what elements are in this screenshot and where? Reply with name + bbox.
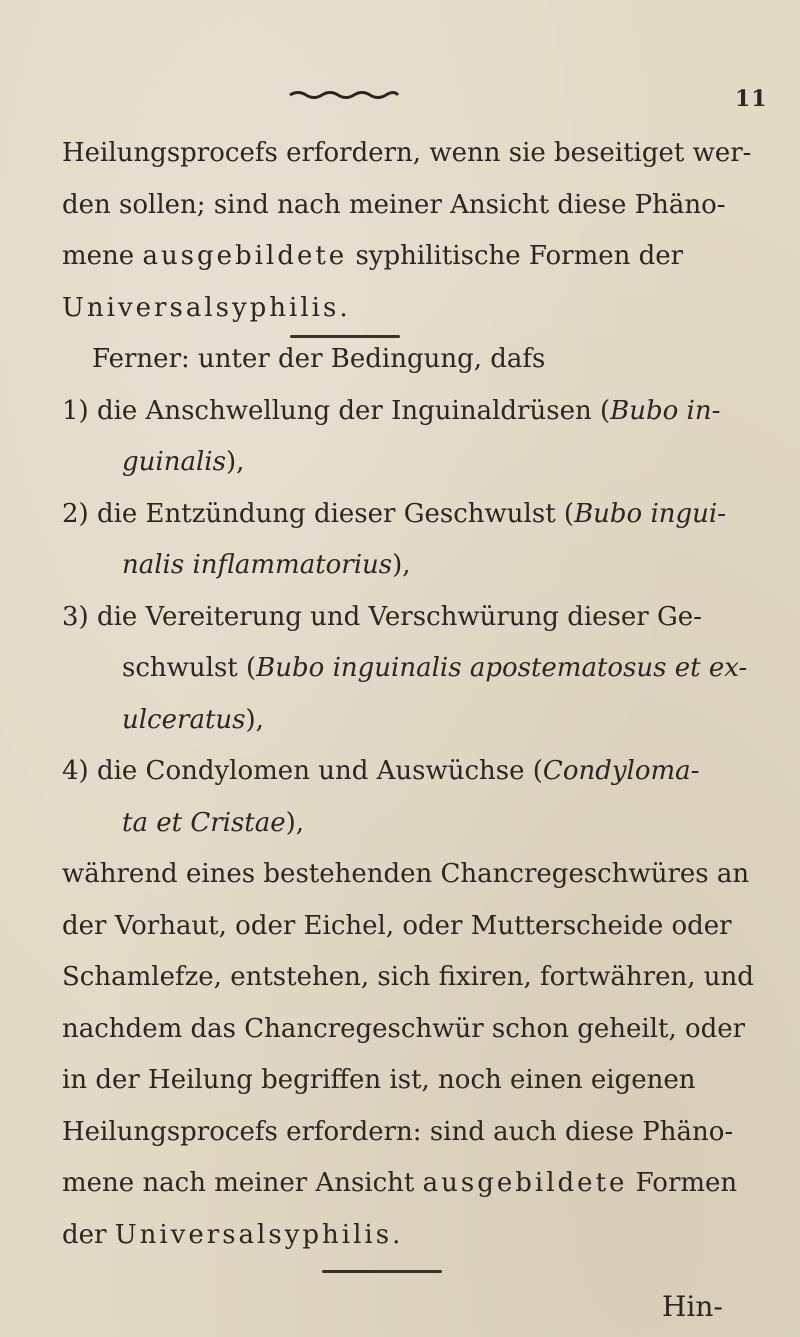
text-line: Schamlefze, entstehen, sich fixiren, fortwähren, und xyxy=(62,962,754,992)
text-line: den sollen; sind nach meiner Ansicht diese Phäno- xyxy=(62,190,726,220)
list-item-continuation xyxy=(122,655,747,681)
text-line: in der Heilung begriffen ist, noch einen eigenen xyxy=(62,1065,696,1095)
text-span: ), xyxy=(225,447,245,477)
emphasized-text: ausgebildete xyxy=(422,1168,628,1198)
text-span: mene xyxy=(62,241,143,271)
latin-term: ta et Cristae xyxy=(122,808,286,838)
list-item xyxy=(62,398,720,424)
text-span: ), xyxy=(392,550,411,580)
text-span: der xyxy=(62,1220,115,1250)
section-divider xyxy=(322,1270,442,1273)
text-span: . xyxy=(392,1220,401,1250)
list-item: 3) die Vereiterung und Verschwürung dieser Ge- xyxy=(62,602,702,632)
latin-term: ulceratus xyxy=(122,705,246,735)
text-line: der Vorhaut, oder Eichel, oder Mutterscheide oder xyxy=(62,911,732,941)
latin-term: Condyloma- xyxy=(542,756,700,786)
text-line: während eines bestehenden Chancregeschwüres an xyxy=(62,859,750,889)
text-line xyxy=(62,243,683,269)
list-item xyxy=(62,501,726,527)
emphasized-text: ausgebildete xyxy=(142,241,348,271)
page-number: 11 xyxy=(735,86,768,112)
header-ornament xyxy=(288,88,400,102)
latin-term: Bubo in- xyxy=(610,396,721,426)
latin-term: Bubo inguinalis apostematosus et ex- xyxy=(256,653,748,683)
text-span: Formen xyxy=(627,1168,738,1198)
latin-term: Bubo ingui- xyxy=(574,499,727,529)
text-span: syphilitische Formen der xyxy=(347,241,684,271)
text-line: Ferner: unter der Bedingung, dafs xyxy=(92,344,546,374)
list-item-continuation xyxy=(122,449,244,475)
text-line: Heilungsprocefs erfordern, wenn sie beseitiget wer- xyxy=(62,138,752,168)
list-item-continuation xyxy=(122,707,264,733)
text-span: 1) die Anschwellung der Inguinaldrüsen ( xyxy=(62,396,611,426)
text-line xyxy=(62,1222,400,1248)
list-item-continuation xyxy=(122,552,411,578)
section-divider xyxy=(290,335,400,338)
text-line: nachdem das Chancregeschwür schon geheilt, oder xyxy=(62,1014,746,1044)
catchword: Hin- xyxy=(662,1290,723,1323)
text-line xyxy=(62,1170,737,1196)
text-line: Heilungsprocefs erfordern: sind auch diese Phäno- xyxy=(62,1117,734,1147)
text-span: schwulst ( xyxy=(122,653,257,683)
emphasized-text: Universalsyphilis xyxy=(114,1220,393,1250)
text-span: mene nach meiner Ansicht xyxy=(62,1168,423,1198)
list-item-continuation xyxy=(122,810,304,836)
latin-term: nalis inflammatorius xyxy=(122,550,393,580)
latin-term: guinalis xyxy=(122,447,226,477)
text-line: Universalsyphilis. xyxy=(62,293,351,323)
list-item xyxy=(62,758,699,784)
text-span: ), xyxy=(245,705,264,735)
text-span: 2) die Entzündung dieser Geschwulst ( xyxy=(62,499,575,529)
text-span: ), xyxy=(285,808,305,838)
text-span: 4) die Condylomen und Auswüchse ( xyxy=(62,756,543,786)
